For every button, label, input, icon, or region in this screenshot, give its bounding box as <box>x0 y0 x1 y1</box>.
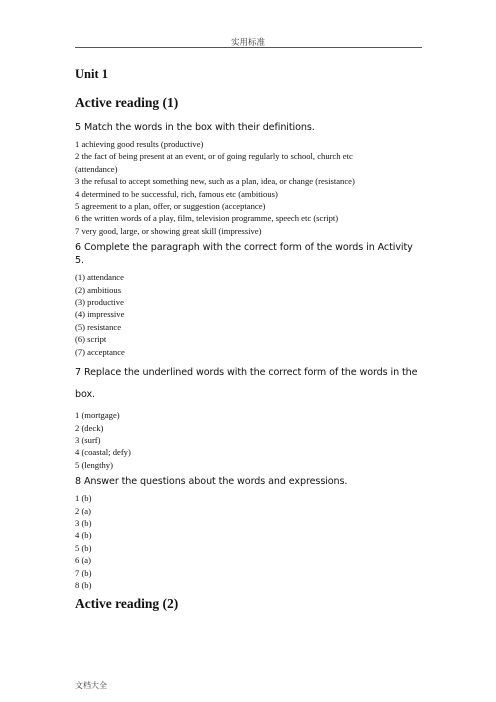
answer-line: 4 (b) <box>75 530 92 541</box>
task-5-title: 5 Match the words in the box with their definitions. <box>75 122 315 133</box>
answer-line: 3 (surf) <box>75 434 101 445</box>
answer-line: 7 very good, large, or showing great skill (impressive) <box>75 225 262 236</box>
answer-line: 6 the written words of a play, film, television programme, speech etc (script) <box>75 213 339 224</box>
task-8-title: 8 Answer the questions about the words and expressions. <box>75 476 348 488</box>
answer-line: (1) attendance <box>75 272 124 283</box>
answer-line: 3 (b) <box>75 517 92 528</box>
task-6-answers <box>75 271 423 358</box>
task-8-answers <box>75 492 423 591</box>
answer-line: (3) productive <box>75 297 124 308</box>
task-7-title-line-2: box. <box>75 389 95 401</box>
answer-line: 1 achieving good results (productive) <box>75 139 204 149</box>
answer-line: 5 (b) <box>75 542 92 553</box>
answer-line: 6 (a) <box>75 555 91 566</box>
section-title-active-reading-2: Active reading (2) <box>75 596 179 612</box>
page-header: 实用标准 <box>230 38 265 48</box>
answer-line: 3 the refusal to accept something new, such as a plan, idea, or change (resistance) <box>75 176 355 187</box>
task-7-title-line-1: 7 Replace the underlined words with the correct form of the words in the <box>75 367 418 379</box>
task-6-title: 6 Complete the paragraph with the correct form of the words in Activity 5. <box>75 242 413 267</box>
answer-line: (2) ambitious <box>75 284 122 295</box>
answer-line: 2 the fact of being present at an event, or of going regularly to school, church etc <box>75 151 353 162</box>
answer-line: 2 (a) <box>75 505 91 516</box>
answer-line: 5 agreement to a plan, offer, or suggestion (acceptance) <box>75 201 266 212</box>
answer-line: 5 (lengthy) <box>75 459 113 470</box>
answer-line: 8 (b) <box>75 579 92 590</box>
task-7-answers <box>75 409 423 471</box>
answer-line: (4) impressive <box>75 309 125 320</box>
answer-line: 2 (deck) <box>75 422 104 433</box>
task-5-answers <box>75 138 423 237</box>
answer-line: 1 (mortgage) <box>75 410 120 421</box>
page-footer: 文档大全 <box>75 681 107 690</box>
answer-line: (attendance) <box>75 163 118 174</box>
document-body <box>75 67 423 622</box>
answer-line: (7) acceptance <box>75 346 125 357</box>
answer-line: (5) resistance <box>75 321 122 332</box>
unit-title: Unit 1 <box>75 67 108 81</box>
header-divider <box>75 47 422 48</box>
answer-line: 4 determined to be successful, rich, famous etc (ambitious) <box>75 188 278 199</box>
answer-line: (6) script <box>75 334 107 345</box>
answer-line: 4 (coastal; defy) <box>75 447 131 458</box>
section-title-active-reading-1: Active reading (1) <box>75 95 179 110</box>
answer-line: 7 (b) <box>75 567 92 578</box>
answer-line: 1 (b) <box>75 493 92 504</box>
task-7-title <box>75 362 423 406</box>
